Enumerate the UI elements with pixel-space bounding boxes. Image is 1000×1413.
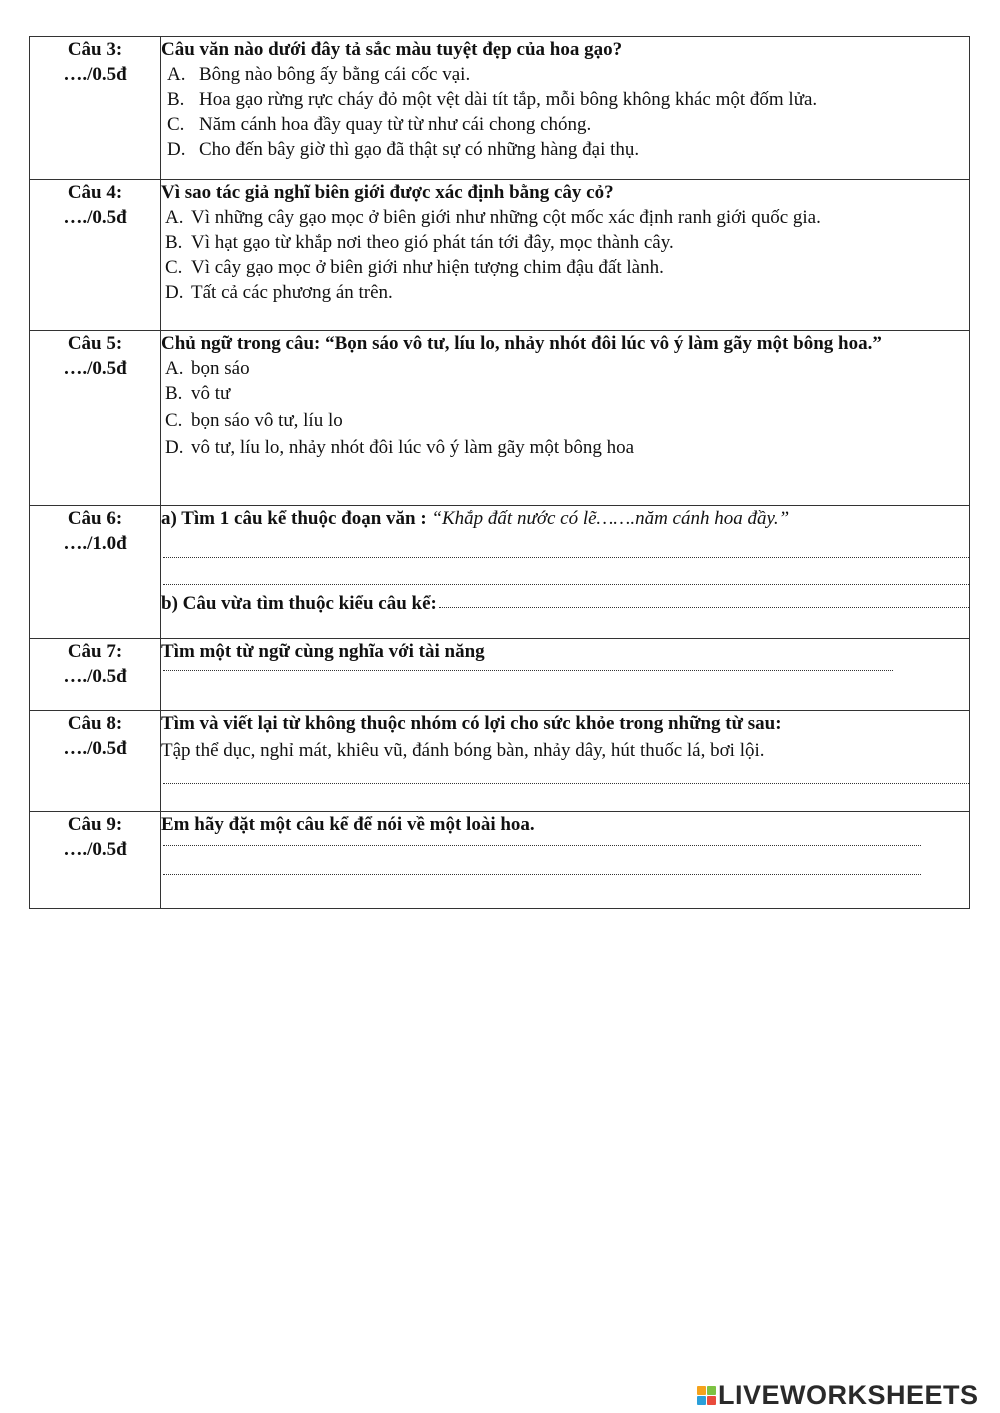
option-d[interactable]: D. Tất cả các phương án trên.: [165, 282, 393, 303]
option-b[interactable]: B. Vì hạt gạo từ khắp nơi theo gió phát tán tới đây, mọc thành cây.: [165, 232, 674, 253]
question-score: …./0.5đ: [63, 207, 127, 228]
question-row-7: [30, 639, 970, 711]
question-part-b: b) Câu vừa tìm thuộc kiểu câu kể:: [161, 591, 969, 616]
answer-line[interactable]: [163, 846, 921, 875]
question-score: …./0.5đ: [63, 64, 127, 85]
answer-line[interactable]: [163, 531, 969, 558]
option-a[interactable]: A. Bông nào bông ấy bằng cái cốc vại.: [167, 64, 471, 85]
question-prompt: Tìm một từ ngữ cùng nghĩa với tài năng: [161, 641, 485, 662]
question-row-5: [30, 331, 970, 506]
question-content-cell: [161, 331, 970, 506]
option-c[interactable]: C. Vì cây gạo mọc ở biên giới như hiện tượng chim đậu đất lành.: [165, 257, 664, 278]
word-list: Tập thể dục, nghỉ mát, khiêu vũ, đánh bóng bàn, nhảy dây, hút thuốc lá, bơi lội.: [161, 740, 765, 761]
question-number: Câu 5:: [67, 333, 123, 354]
question-content-cell: [161, 711, 970, 812]
question-number: Câu 8:: [67, 713, 123, 734]
option-b[interactable]: B. vô tư: [165, 383, 231, 404]
question-label-cell: [30, 506, 161, 639]
option-b[interactable]: B. Hoa gạo rừng rực cháy đỏ một vệt dài tít tắp, mỗi bông không khác một đốm lửa.: [167, 89, 818, 110]
question-content-cell: [161, 812, 970, 909]
question-label-cell: [30, 639, 161, 711]
question-content-cell: [161, 180, 970, 331]
question-number: Câu 7:: [67, 641, 123, 662]
question-part-a: a) Tìm 1 câu kể thuộc đoạn văn : “Khắp đất nước có lẽ…….năm cánh hoa đầy.”: [161, 508, 790, 529]
quiz-table: [29, 36, 970, 909]
option-a[interactable]: A. Vì những cây gạo mọc ở biên giới như những cột mốc xác định ranh giới quốc gia.: [165, 207, 821, 228]
question-number: Câu 9:: [67, 814, 123, 835]
question-row-3: [30, 37, 970, 180]
question-prompt: Câu văn nào dưới đây tả sắc màu tuyệt đẹp của hoa gạo?: [161, 39, 623, 60]
question-label-cell: [30, 331, 161, 506]
option-d[interactable]: D. vô tư, líu lo, nhảy nhót đôi lúc vô ý làm gãy một bông hoa: [165, 437, 635, 458]
question-label-cell: [30, 711, 161, 812]
answer-line[interactable]: [163, 664, 893, 671]
question-content-cell: [161, 37, 970, 180]
question-label-cell: [30, 180, 161, 331]
option-a[interactable]: A. bọn sáo: [165, 358, 250, 379]
passage-quote: “Khắp đất nước có lẽ…….năm cánh hoa đầy.”: [431, 508, 790, 529]
question-score: …./0.5đ: [63, 738, 127, 759]
question-number: Câu 3:: [67, 39, 123, 60]
option-c[interactable]: C. Năm cánh hoa đầy quay từ từ như cái chong chóng.: [167, 114, 592, 135]
answer-line[interactable]: [439, 591, 969, 608]
question-row-4: [30, 180, 970, 331]
question-score: …./0.5đ: [63, 666, 127, 687]
question-number: Câu 6:: [67, 508, 123, 529]
question-score: …./1.0đ: [63, 533, 127, 554]
answer-line[interactable]: [163, 763, 969, 784]
question-prompt: Vì sao tác giả nghĩ biên giới được xác định bằng cây cỏ?: [161, 182, 614, 203]
answer-line[interactable]: [163, 558, 969, 585]
answer-line[interactable]: [163, 837, 921, 846]
question-label-cell: [30, 812, 161, 909]
question-score: …./0.5đ: [63, 839, 127, 860]
question-score: …./0.5đ: [63, 358, 127, 379]
option-d[interactable]: D. Cho đến bây giờ thì gạo đã thật sự có những hàng đại thụ.: [167, 139, 640, 160]
question-row-8: [30, 711, 970, 812]
liveworksheets-logo: [697, 1380, 979, 1410]
brand-name: LIVEWORKSHEETS: [718, 1379, 979, 1410]
option-c[interactable]: C. bọn sáo vô tư, líu lo: [165, 410, 343, 431]
question-number: Câu 4:: [67, 182, 123, 203]
question-content-cell: [161, 639, 970, 711]
question-content-cell: [161, 506, 970, 639]
liveworksheets-logo-icon: [697, 1386, 716, 1405]
question-prompt: Chủ ngữ trong câu: “Bọn sáo vô tư, líu lo, nhảy nhót đôi lúc vô ý làm gãy một bông hoa.”: [161, 333, 882, 354]
question-row-6: [30, 506, 970, 639]
question-label-cell: [30, 37, 161, 180]
question-prompt: Tìm và viết lại từ không thuộc nhóm có lợi cho sức khỏe trong những từ sau:: [161, 713, 782, 734]
question-row-9: [30, 812, 970, 909]
question-prompt: Em hãy đặt một câu kể để nói về một loài hoa.: [161, 814, 535, 835]
